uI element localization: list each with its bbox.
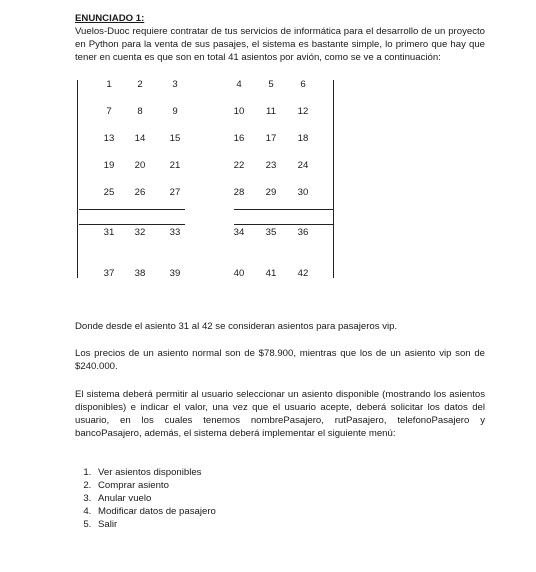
seat-number: 33 <box>169 227 181 238</box>
seat-number: 8 <box>137 106 143 117</box>
seat-number: 40 <box>233 268 245 279</box>
menu-list <box>76 466 486 531</box>
vip-divider-right-top <box>234 209 333 210</box>
menu-block <box>76 466 486 531</box>
seat-number: 28 <box>233 187 245 198</box>
seat-number: 37 <box>103 268 115 279</box>
seat-number: 22 <box>233 160 245 171</box>
menu-item: 5. Salir <box>94 518 486 531</box>
seat-number: 16 <box>233 133 245 144</box>
seat-number: 36 <box>297 227 309 238</box>
prices-block <box>75 347 485 373</box>
seat-number: 25 <box>103 187 115 198</box>
seat-number: 38 <box>134 268 146 279</box>
vip-note-block <box>75 320 485 333</box>
seat-number: 10 <box>233 106 245 117</box>
seat-number: 15 <box>169 133 181 144</box>
seat-number: 14 <box>134 133 146 144</box>
heading: ENUNCIADO 1: <box>75 13 145 24</box>
menu-item: 2. Comprar asiento <box>94 479 486 492</box>
menu-item: 3. Anular vuelo <box>94 492 486 505</box>
right-border <box>333 80 334 278</box>
requirements-paragraph: El sistema deberá permitir al usuario seleccionar un asiento disponible (mostrando los asientos disponibles) e indicar el valor, una vez que el usuario acepte, deberá solicitar los datos del usuario, en los cuales tenemos nombrePasajero, rutPasajero, telefonoPasajero y bancoPasajero, además, el sistema deberá implementar el siguiente menú: <box>75 389 485 439</box>
seat-number: 27 <box>169 187 181 198</box>
seat-number: 7 <box>106 106 112 117</box>
menu-item: 1. Ver asientos disponibles <box>94 466 486 479</box>
vip-divider-left-bottom <box>79 224 185 225</box>
seat-number: 3 <box>172 79 178 90</box>
seat-number: 29 <box>265 187 277 198</box>
requirements-block <box>75 388 485 440</box>
intro-paragraph: Vuelos-Duoc requiere contratar de tus servicios de informática para el desarrollo de un proyecto en Python para la venta de sus pasajes, el sistema es bastante simple, lo primero que hay que tener en cuenta es que son en total 41 asientos por avión, como se ve a continuación: <box>75 26 485 63</box>
seat-number: 11 <box>266 106 276 117</box>
seat-number: 23 <box>265 160 277 171</box>
seat-number: 2 <box>137 79 143 90</box>
seat-number: 5 <box>268 79 274 90</box>
seat-number: 35 <box>265 227 277 238</box>
seat-number: 42 <box>297 268 309 279</box>
seat-number: 24 <box>297 160 309 171</box>
seat-number: 19 <box>103 160 115 171</box>
seat-number: 39 <box>169 268 181 279</box>
seat-number: 12 <box>297 106 309 117</box>
seat-number: 26 <box>134 187 146 198</box>
seat-number: 21 <box>169 160 181 171</box>
seat-number: 1 <box>106 79 112 90</box>
seat-number: 18 <box>297 133 309 144</box>
seat-number: 17 <box>265 133 277 144</box>
seat-number: 20 <box>134 160 146 171</box>
seat-number: 30 <box>297 187 309 198</box>
seat-number: 4 <box>236 79 242 90</box>
vip-divider-left-top <box>79 209 185 210</box>
left-border <box>77 80 78 278</box>
seat-number: 13 <box>103 133 115 144</box>
prices-paragraph: Los precios de un asiento normal son de $78.900, mientras que los de un asiento vip son de $240.000. <box>75 348 485 372</box>
vip-note: Donde desde el asiento 31 al 42 se consideran asientos para pasajeros vip. <box>75 321 398 332</box>
seat-number: 6 <box>300 79 306 90</box>
vip-divider-right-bottom <box>234 224 333 225</box>
seat-number: 41 <box>265 268 277 279</box>
seat-number: 31 <box>103 227 115 238</box>
menu-item: 4. Modificar datos de pasajero <box>94 505 486 518</box>
seat-number: 9 <box>172 106 178 117</box>
seat-number: 34 <box>233 227 245 238</box>
seat-number: 32 <box>134 227 146 238</box>
